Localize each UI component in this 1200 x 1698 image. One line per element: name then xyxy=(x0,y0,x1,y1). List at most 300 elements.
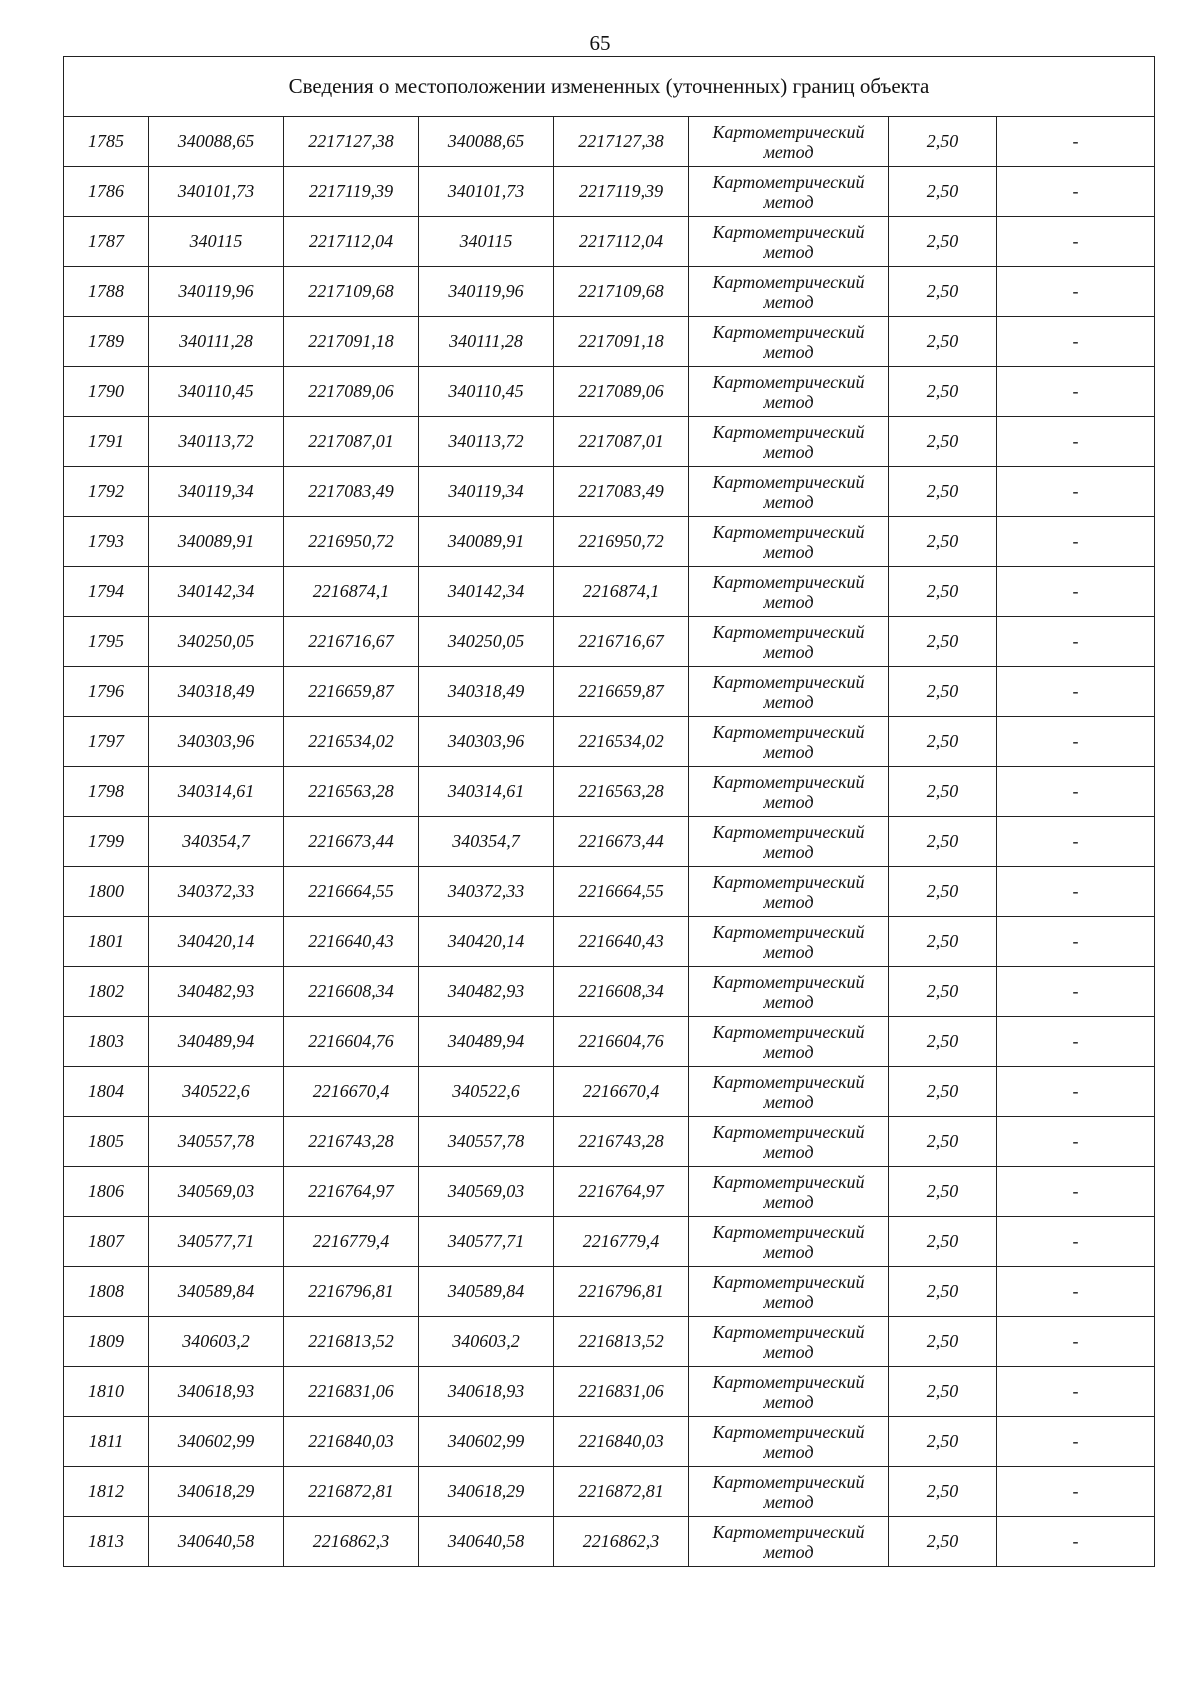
accuracy-cell: 2,50 xyxy=(889,367,997,417)
table-row xyxy=(64,1367,1155,1417)
method-cell xyxy=(689,317,889,367)
method-line-2: метод xyxy=(763,1091,814,1112)
method-line-1: Картометрический xyxy=(712,1421,865,1442)
existing-y-cell: 2216659,87 xyxy=(284,667,419,717)
existing-x-cell: 340618,93 xyxy=(149,1367,284,1417)
existing-x-cell: 340318,49 xyxy=(149,667,284,717)
table-row xyxy=(64,467,1155,517)
accuracy-cell: 2,50 xyxy=(889,1067,997,1117)
accuracy-cell: 2,50 xyxy=(889,1317,997,1367)
existing-x-cell: 340577,71 xyxy=(149,1217,284,1267)
method-cell xyxy=(689,167,889,217)
accuracy-cell: 2,50 xyxy=(889,1467,997,1517)
existing-y-cell: 2217112,04 xyxy=(284,217,419,267)
point-number-cell: 1806 xyxy=(64,1167,149,1217)
table-row xyxy=(64,1217,1155,1267)
existing-y-cell: 2216874,1 xyxy=(284,567,419,617)
refined-x-cell: 340557,78 xyxy=(419,1117,554,1167)
method-line-1: Картометрический xyxy=(712,721,865,742)
point-number-cell: 1800 xyxy=(64,867,149,917)
table-row xyxy=(64,1417,1155,1467)
note-cell: - xyxy=(997,167,1155,217)
method-line-1: Картометрический xyxy=(712,1321,865,1342)
note-cell: - xyxy=(997,1167,1155,1217)
existing-x-cell: 340250,05 xyxy=(149,617,284,667)
accuracy-cell: 2,50 xyxy=(889,1517,997,1567)
method-line-2: метод xyxy=(763,1141,814,1162)
existing-x-cell: 340557,78 xyxy=(149,1117,284,1167)
existing-y-cell: 2216608,34 xyxy=(284,967,419,1017)
point-number-cell: 1809 xyxy=(64,1317,149,1367)
method-cell xyxy=(689,767,889,817)
method-cell xyxy=(689,1517,889,1567)
method-cell xyxy=(689,1467,889,1517)
existing-y-cell: 2217127,38 xyxy=(284,117,419,167)
accuracy-cell: 2,50 xyxy=(889,217,997,267)
method-line-1: Картометрический xyxy=(712,1221,865,1242)
accuracy-cell: 2,50 xyxy=(889,317,997,367)
refined-x-cell: 340602,99 xyxy=(419,1417,554,1467)
method-line-1: Картометрический xyxy=(712,671,865,692)
refined-y-cell: 2216872,81 xyxy=(554,1467,689,1517)
method-cell xyxy=(689,1417,889,1467)
accuracy-cell: 2,50 xyxy=(889,567,997,617)
accuracy-cell: 2,50 xyxy=(889,817,997,867)
note-cell: - xyxy=(997,1217,1155,1267)
method-line-1: Картометрический xyxy=(712,771,865,792)
refined-y-cell: 2217091,18 xyxy=(554,317,689,367)
point-number-cell: 1785 xyxy=(64,117,149,167)
note-cell: - xyxy=(997,467,1155,517)
existing-y-cell: 2216743,28 xyxy=(284,1117,419,1167)
table-row xyxy=(64,967,1155,1017)
method-line-2: метод xyxy=(763,891,814,912)
method-line-1: Картометрический xyxy=(712,221,865,242)
point-number-cell: 1797 xyxy=(64,717,149,767)
table-row xyxy=(64,1117,1155,1167)
refined-y-cell: 2216608,34 xyxy=(554,967,689,1017)
method-line-1: Картометрический xyxy=(712,121,865,142)
method-line-1: Картометрический xyxy=(712,271,865,292)
method-line-2: метод xyxy=(763,1491,814,1512)
note-cell: - xyxy=(997,1017,1155,1067)
refined-x-cell: 340250,05 xyxy=(419,617,554,667)
refined-x-cell: 340489,94 xyxy=(419,1017,554,1067)
method-line-1: Картометрический xyxy=(712,1271,865,1292)
existing-x-cell: 340489,94 xyxy=(149,1017,284,1067)
point-number-cell: 1805 xyxy=(64,1117,149,1167)
point-number-cell: 1811 xyxy=(64,1417,149,1467)
method-line-1: Картометрический xyxy=(712,871,865,892)
method-line-2: метод xyxy=(763,541,814,562)
accuracy-cell: 2,50 xyxy=(889,1117,997,1167)
accuracy-cell: 2,50 xyxy=(889,1367,997,1417)
method-line-1: Картометрический xyxy=(712,371,865,392)
method-cell xyxy=(689,1367,889,1417)
note-cell: - xyxy=(997,1067,1155,1117)
point-number-cell: 1787 xyxy=(64,217,149,267)
point-number-cell: 1795 xyxy=(64,617,149,667)
table-row xyxy=(64,717,1155,767)
point-number-cell: 1788 xyxy=(64,267,149,317)
table-row xyxy=(64,617,1155,667)
note-cell: - xyxy=(997,217,1155,267)
existing-y-cell: 2216831,06 xyxy=(284,1367,419,1417)
accuracy-cell: 2,50 xyxy=(889,667,997,717)
existing-x-cell: 340354,7 xyxy=(149,817,284,867)
existing-x-cell: 340314,61 xyxy=(149,767,284,817)
refined-x-cell: 340119,96 xyxy=(419,267,554,317)
refined-y-cell: 2216604,76 xyxy=(554,1017,689,1067)
existing-y-cell: 2216670,4 xyxy=(284,1067,419,1117)
accuracy-cell: 2,50 xyxy=(889,717,997,767)
existing-x-cell: 340115 xyxy=(149,217,284,267)
note-cell: - xyxy=(997,1267,1155,1317)
method-line-2: метод xyxy=(763,591,814,612)
existing-y-cell: 2216764,97 xyxy=(284,1167,419,1217)
method-line-1: Картометрический xyxy=(712,571,865,592)
method-line-1: Картометрический xyxy=(712,321,865,342)
existing-x-cell: 340111,28 xyxy=(149,317,284,367)
refined-y-cell: 2217087,01 xyxy=(554,417,689,467)
refined-x-cell: 340618,93 xyxy=(419,1367,554,1417)
accuracy-cell: 2,50 xyxy=(889,1267,997,1317)
refined-y-cell: 2217127,38 xyxy=(554,117,689,167)
method-line-2: метод xyxy=(763,1241,814,1262)
existing-x-cell: 340589,84 xyxy=(149,1267,284,1317)
note-cell: - xyxy=(997,1117,1155,1167)
method-cell xyxy=(689,917,889,967)
method-line-2: метод xyxy=(763,1191,814,1212)
method-line-2: метод xyxy=(763,1441,814,1462)
accuracy-cell: 2,50 xyxy=(889,1217,997,1267)
note-cell: - xyxy=(997,267,1155,317)
refined-x-cell: 340314,61 xyxy=(419,767,554,817)
existing-x-cell: 340603,2 xyxy=(149,1317,284,1367)
refined-x-cell: 340589,84 xyxy=(419,1267,554,1317)
accuracy-cell: 2,50 xyxy=(889,917,997,967)
refined-y-cell: 2216716,67 xyxy=(554,617,689,667)
method-line-1: Картометрический xyxy=(712,921,865,942)
method-line-2: метод xyxy=(763,1391,814,1412)
point-number-cell: 1812 xyxy=(64,1467,149,1517)
method-cell xyxy=(689,1167,889,1217)
refined-x-cell: 340110,45 xyxy=(419,367,554,417)
method-cell xyxy=(689,817,889,867)
point-number-cell: 1807 xyxy=(64,1217,149,1267)
refined-y-cell: 2217112,04 xyxy=(554,217,689,267)
existing-y-cell: 2217089,06 xyxy=(284,367,419,417)
method-line-2: метод xyxy=(763,191,814,212)
refined-x-cell: 340420,14 xyxy=(419,917,554,967)
note-cell: - xyxy=(997,567,1155,617)
refined-x-cell: 340522,6 xyxy=(419,1067,554,1117)
method-line-2: метод xyxy=(763,991,814,1012)
refined-y-cell: 2216670,4 xyxy=(554,1067,689,1117)
accuracy-cell: 2,50 xyxy=(889,767,997,817)
existing-y-cell: 2217087,01 xyxy=(284,417,419,467)
note-cell: - xyxy=(997,317,1155,367)
point-number-cell: 1794 xyxy=(64,567,149,617)
refined-y-cell: 2216813,52 xyxy=(554,1317,689,1367)
method-cell xyxy=(689,867,889,917)
point-number-cell: 1789 xyxy=(64,317,149,367)
refined-y-cell: 2217089,06 xyxy=(554,367,689,417)
refined-x-cell: 340142,34 xyxy=(419,567,554,617)
method-line-1: Картометрический xyxy=(712,971,865,992)
existing-y-cell: 2216950,72 xyxy=(284,517,419,567)
point-number-cell: 1798 xyxy=(64,767,149,817)
refined-x-cell: 340101,73 xyxy=(419,167,554,217)
table-row xyxy=(64,1017,1155,1067)
note-cell: - xyxy=(997,1417,1155,1467)
method-cell xyxy=(689,717,889,767)
existing-y-cell: 2216796,81 xyxy=(284,1267,419,1317)
point-number-cell: 1791 xyxy=(64,417,149,467)
refined-x-cell: 340119,34 xyxy=(419,467,554,517)
refined-y-cell: 2216743,28 xyxy=(554,1117,689,1167)
table-row xyxy=(64,667,1155,717)
accuracy-cell: 2,50 xyxy=(889,1017,997,1067)
method-cell xyxy=(689,567,889,617)
existing-x-cell: 340482,93 xyxy=(149,967,284,1017)
table-row xyxy=(64,517,1155,567)
method-line-2: метод xyxy=(763,291,814,312)
note-cell: - xyxy=(997,617,1155,667)
method-line-2: метод xyxy=(763,241,814,262)
method-cell xyxy=(689,1117,889,1167)
accuracy-cell: 2,50 xyxy=(889,867,997,917)
table-row xyxy=(64,1317,1155,1367)
refined-y-cell: 2216874,1 xyxy=(554,567,689,617)
table-row xyxy=(64,117,1155,167)
refined-x-cell: 340569,03 xyxy=(419,1167,554,1217)
refined-x-cell: 340088,65 xyxy=(419,117,554,167)
existing-y-cell: 2216604,76 xyxy=(284,1017,419,1067)
refined-x-cell: 340354,7 xyxy=(419,817,554,867)
table-row xyxy=(64,167,1155,217)
method-line-2: метод xyxy=(763,1291,814,1312)
point-number-cell: 1813 xyxy=(64,1517,149,1567)
method-line-2: метод xyxy=(763,641,814,662)
method-cell xyxy=(689,1067,889,1117)
refined-x-cell: 340303,96 xyxy=(419,717,554,767)
method-line-2: метод xyxy=(763,841,814,862)
method-cell xyxy=(689,1217,889,1267)
existing-y-cell: 2216563,28 xyxy=(284,767,419,817)
method-line-2: метод xyxy=(763,341,814,362)
refined-y-cell: 2216950,72 xyxy=(554,517,689,567)
note-cell: - xyxy=(997,1317,1155,1367)
accuracy-cell: 2,50 xyxy=(889,1167,997,1217)
table-title: Сведения о местоположении измененных (уточненных) границ объекта xyxy=(64,57,1155,117)
method-cell xyxy=(689,1017,889,1067)
table-row xyxy=(64,317,1155,367)
existing-y-cell: 2216840,03 xyxy=(284,1417,419,1467)
method-cell xyxy=(689,667,889,717)
point-number-cell: 1793 xyxy=(64,517,149,567)
refined-x-cell: 340640,58 xyxy=(419,1517,554,1567)
method-line-2: метод xyxy=(763,741,814,762)
table-row xyxy=(64,567,1155,617)
accuracy-cell: 2,50 xyxy=(889,267,997,317)
method-line-1: Картометрический xyxy=(712,1521,865,1542)
table-row xyxy=(64,1067,1155,1117)
method-line-2: метод xyxy=(763,1341,814,1362)
existing-x-cell: 340303,96 xyxy=(149,717,284,767)
method-cell xyxy=(689,217,889,267)
method-line-2: метод xyxy=(763,141,814,162)
point-number-cell: 1796 xyxy=(64,667,149,717)
boundary-coordinates-table xyxy=(63,56,1155,1567)
refined-x-cell: 340111,28 xyxy=(419,317,554,367)
refined-y-cell: 2217083,49 xyxy=(554,467,689,517)
refined-x-cell: 340603,2 xyxy=(419,1317,554,1367)
point-number-cell: 1804 xyxy=(64,1067,149,1117)
table-row xyxy=(64,1267,1155,1317)
existing-x-cell: 340119,34 xyxy=(149,467,284,517)
existing-x-cell: 340420,14 xyxy=(149,917,284,967)
note-cell: - xyxy=(997,717,1155,767)
method-line-1: Картометрический xyxy=(712,1121,865,1142)
accuracy-cell: 2,50 xyxy=(889,967,997,1017)
existing-x-cell: 340101,73 xyxy=(149,167,284,217)
point-number-cell: 1786 xyxy=(64,167,149,217)
refined-x-cell: 340577,71 xyxy=(419,1217,554,1267)
existing-y-cell: 2216664,55 xyxy=(284,867,419,917)
note-cell: - xyxy=(997,367,1155,417)
table-title-row xyxy=(64,57,1155,117)
point-number-cell: 1792 xyxy=(64,467,149,517)
existing-x-cell: 340089,91 xyxy=(149,517,284,567)
method-line-2: метод xyxy=(763,941,814,962)
refined-y-cell: 2217119,39 xyxy=(554,167,689,217)
note-cell: - xyxy=(997,1467,1155,1517)
existing-y-cell: 2216640,43 xyxy=(284,917,419,967)
existing-x-cell: 340110,45 xyxy=(149,367,284,417)
table-row xyxy=(64,267,1155,317)
accuracy-cell: 2,50 xyxy=(889,1417,997,1467)
refined-x-cell: 340372,33 xyxy=(419,867,554,917)
note-cell: - xyxy=(997,917,1155,967)
table-row xyxy=(64,817,1155,867)
method-line-1: Картометрический xyxy=(712,1021,865,1042)
existing-x-cell: 340142,34 xyxy=(149,567,284,617)
existing-y-cell: 2217109,68 xyxy=(284,267,419,317)
point-number-cell: 1790 xyxy=(64,367,149,417)
existing-y-cell: 2216716,67 xyxy=(284,617,419,667)
method-line-2: метод xyxy=(763,441,814,462)
existing-x-cell: 340088,65 xyxy=(149,117,284,167)
method-line-2: метод xyxy=(763,391,814,412)
refined-y-cell: 2216764,97 xyxy=(554,1167,689,1217)
table-body xyxy=(64,57,1155,1567)
method-cell xyxy=(689,967,889,1017)
point-number-cell: 1808 xyxy=(64,1267,149,1317)
point-number-cell: 1799 xyxy=(64,817,149,867)
existing-y-cell: 2216872,81 xyxy=(284,1467,419,1517)
table-row xyxy=(64,1467,1155,1517)
method-cell xyxy=(689,517,889,567)
method-cell xyxy=(689,367,889,417)
refined-x-cell: 340089,91 xyxy=(419,517,554,567)
table-row xyxy=(64,367,1155,417)
table-row xyxy=(64,867,1155,917)
method-line-2: метод xyxy=(763,691,814,712)
refined-y-cell: 2217109,68 xyxy=(554,267,689,317)
refined-y-cell: 2216640,43 xyxy=(554,917,689,967)
existing-x-cell: 340602,99 xyxy=(149,1417,284,1467)
note-cell: - xyxy=(997,417,1155,467)
table-row xyxy=(64,1167,1155,1217)
refined-y-cell: 2216779,4 xyxy=(554,1217,689,1267)
refined-y-cell: 2216796,81 xyxy=(554,1267,689,1317)
existing-y-cell: 2216534,02 xyxy=(284,717,419,767)
method-cell xyxy=(689,267,889,317)
method-cell xyxy=(689,467,889,517)
table-row xyxy=(64,917,1155,967)
accuracy-cell: 2,50 xyxy=(889,617,997,667)
existing-x-cell: 340372,33 xyxy=(149,867,284,917)
existing-x-cell: 340522,6 xyxy=(149,1067,284,1117)
existing-x-cell: 340113,72 xyxy=(149,417,284,467)
refined-y-cell: 2216563,28 xyxy=(554,767,689,817)
point-number-cell: 1803 xyxy=(64,1017,149,1067)
existing-x-cell: 340569,03 xyxy=(149,1167,284,1217)
refined-x-cell: 340482,93 xyxy=(419,967,554,1017)
note-cell: - xyxy=(997,667,1155,717)
existing-y-cell: 2216862,3 xyxy=(284,1517,419,1567)
refined-x-cell: 340113,72 xyxy=(419,417,554,467)
method-line-2: метод xyxy=(763,791,814,812)
table-row xyxy=(64,767,1155,817)
refined-y-cell: 2216534,02 xyxy=(554,717,689,767)
existing-y-cell: 2217119,39 xyxy=(284,167,419,217)
accuracy-cell: 2,50 xyxy=(889,117,997,167)
table-row xyxy=(64,1517,1155,1567)
existing-x-cell: 340640,58 xyxy=(149,1517,284,1567)
method-line-1: Картометрический xyxy=(712,421,865,442)
method-line-1: Картометрический xyxy=(712,1371,865,1392)
table-row xyxy=(64,217,1155,267)
table-row xyxy=(64,417,1155,467)
note-cell: - xyxy=(997,1517,1155,1567)
method-line-1: Картометрический xyxy=(712,621,865,642)
accuracy-cell: 2,50 xyxy=(889,167,997,217)
note-cell: - xyxy=(997,517,1155,567)
refined-y-cell: 2216673,44 xyxy=(554,817,689,867)
refined-x-cell: 340115 xyxy=(419,217,554,267)
page-number: 65 xyxy=(589,31,611,55)
point-number-cell: 1801 xyxy=(64,917,149,967)
refined-y-cell: 2216831,06 xyxy=(554,1367,689,1417)
method-cell xyxy=(689,617,889,667)
refined-y-cell: 2216659,87 xyxy=(554,667,689,717)
refined-y-cell: 2216664,55 xyxy=(554,867,689,917)
existing-y-cell: 2216673,44 xyxy=(284,817,419,867)
note-cell: - xyxy=(997,967,1155,1017)
method-line-2: метод xyxy=(763,491,814,512)
method-line-1: Картометрический xyxy=(712,521,865,542)
refined-x-cell: 340318,49 xyxy=(419,667,554,717)
method-line-2: метод xyxy=(763,1541,814,1562)
note-cell: - xyxy=(997,867,1155,917)
method-line-1: Картометрический xyxy=(712,1471,865,1492)
refined-y-cell: 2216862,3 xyxy=(554,1517,689,1567)
accuracy-cell: 2,50 xyxy=(889,417,997,467)
existing-y-cell: 2217083,49 xyxy=(284,467,419,517)
method-cell xyxy=(689,417,889,467)
